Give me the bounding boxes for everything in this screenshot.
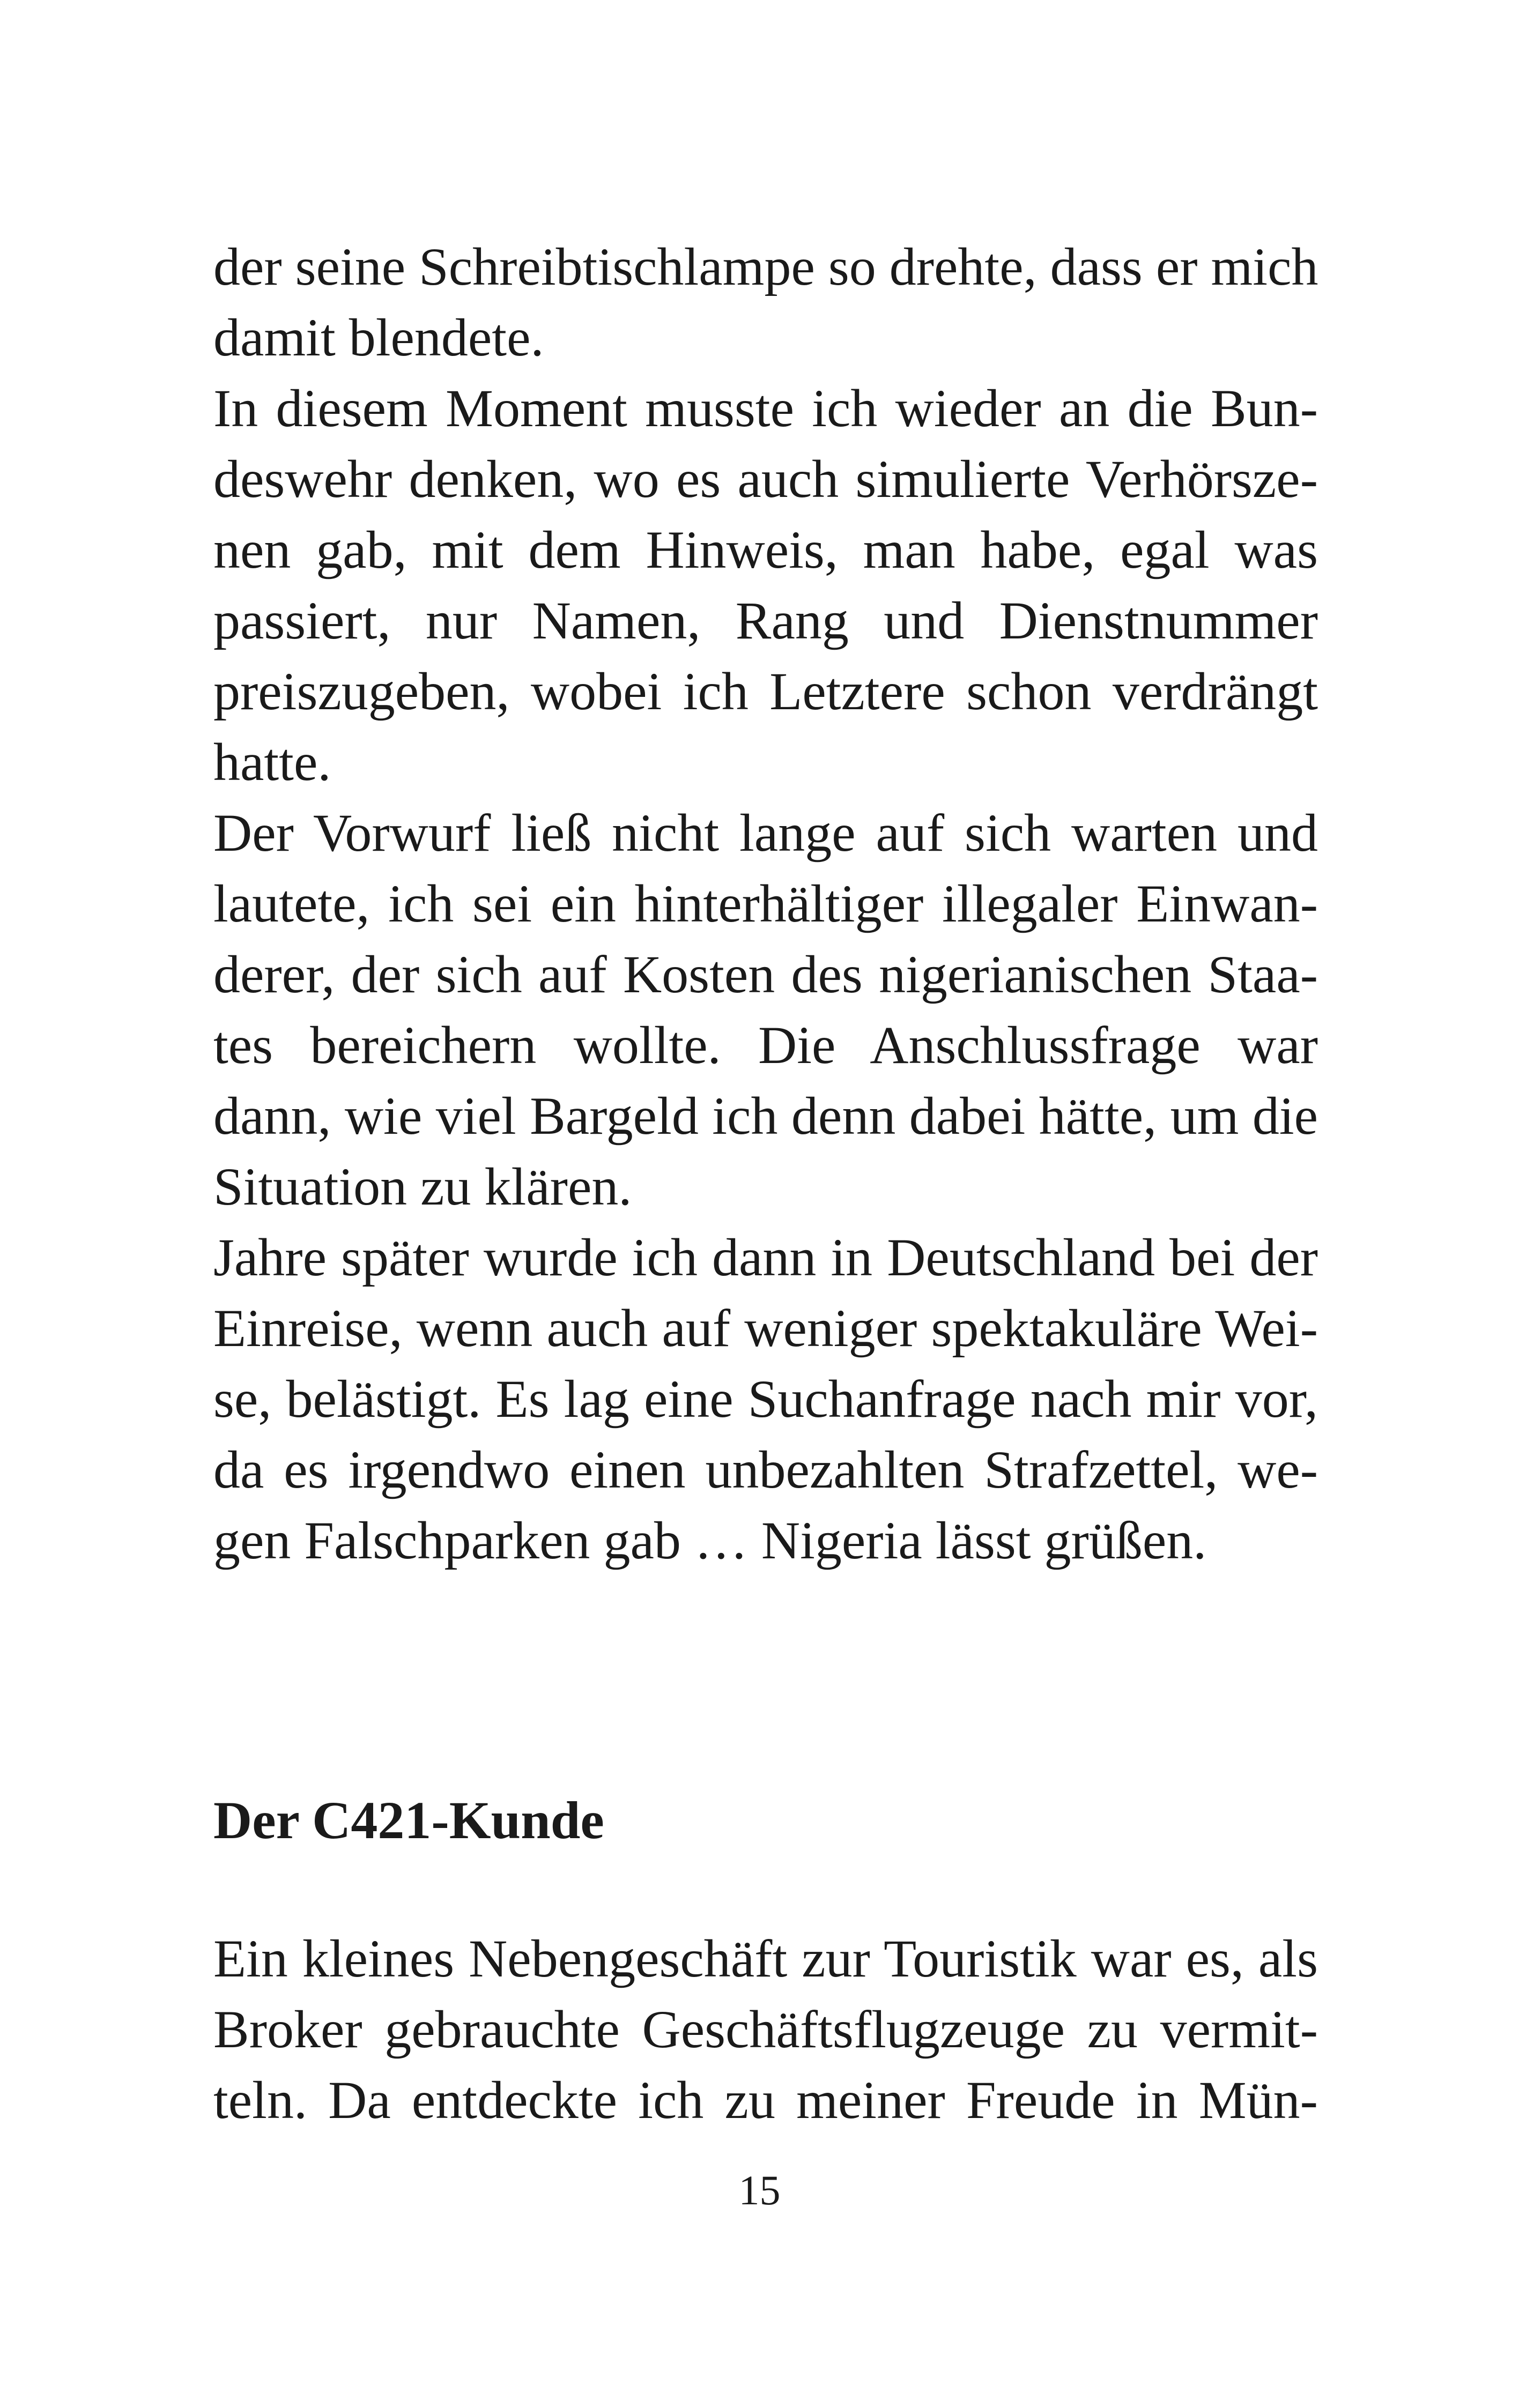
text-line: teln. Da entdeckte ich zu meiner Freude in Mün- [213, 2070, 1318, 2130]
text-line: passiert, nur Namen, Rang und Dienstnummer [213, 591, 1318, 650]
text-line: der seine Schreibtischlampe so drehte, dass er mich [213, 237, 1318, 296]
text-line: damit blendete. [213, 308, 544, 367]
text-line: preiszugeben, wobei ich Letztere schon verdrängt [213, 662, 1318, 721]
text-line: Broker gebrauchte Geschäftsflugzeuge zu vermit- [213, 2000, 1318, 2059]
text-line: se, belästigt. Es lag eine Suchanfrage nach mir vor, [213, 1369, 1318, 1429]
text-line: tes bereichern wollte. Die Anschlussfrage war [213, 1015, 1318, 1075]
text-line: nen gab, mit dem Hinweis, man habe, egal was [213, 520, 1318, 579]
page-number: 15 [738, 2167, 781, 2213]
text-line: deswehr denken, wo es auch simulierte Verhörsze- [213, 449, 1318, 509]
text-line: da es irgendwo einen unbezahlten Strafzettel, we- [213, 1440, 1318, 1499]
text-line: Einreise, wenn auch auf weniger spektakuläre Wei- [213, 1298, 1318, 1358]
text-line: Situation zu klären. [213, 1157, 632, 1216]
text-line: Jahre später wurde ich dann in Deutschland bei der [213, 1228, 1318, 1287]
text-line: Der Vorwurf ließ nicht lange auf sich warten und [213, 803, 1318, 863]
body-text-lower [213, 1923, 1318, 2136]
section-heading: Der C421-Kunde [213, 1790, 604, 1850]
body-text-upper [213, 232, 1318, 1576]
text-line: lautete, ich sei ein hinterhältiger illegaler Einwan- [213, 874, 1318, 933]
text-line: dann, wie viel Bargeld ich denn dabei hätte, um die [213, 1086, 1318, 1146]
text-line: derer, der sich auf Kosten des nigerianischen Staa- [213, 945, 1318, 1004]
text-line: gen Falschparken gab … Nigeria lässt grüßen. [213, 1511, 1207, 1570]
text-line: In diesem Moment musste ich wieder an die Bun- [213, 378, 1318, 438]
text-line: Ein kleines Nebengeschäft zur Touristik war es, als [213, 1929, 1318, 1988]
text-line: hatte. [213, 732, 331, 792]
